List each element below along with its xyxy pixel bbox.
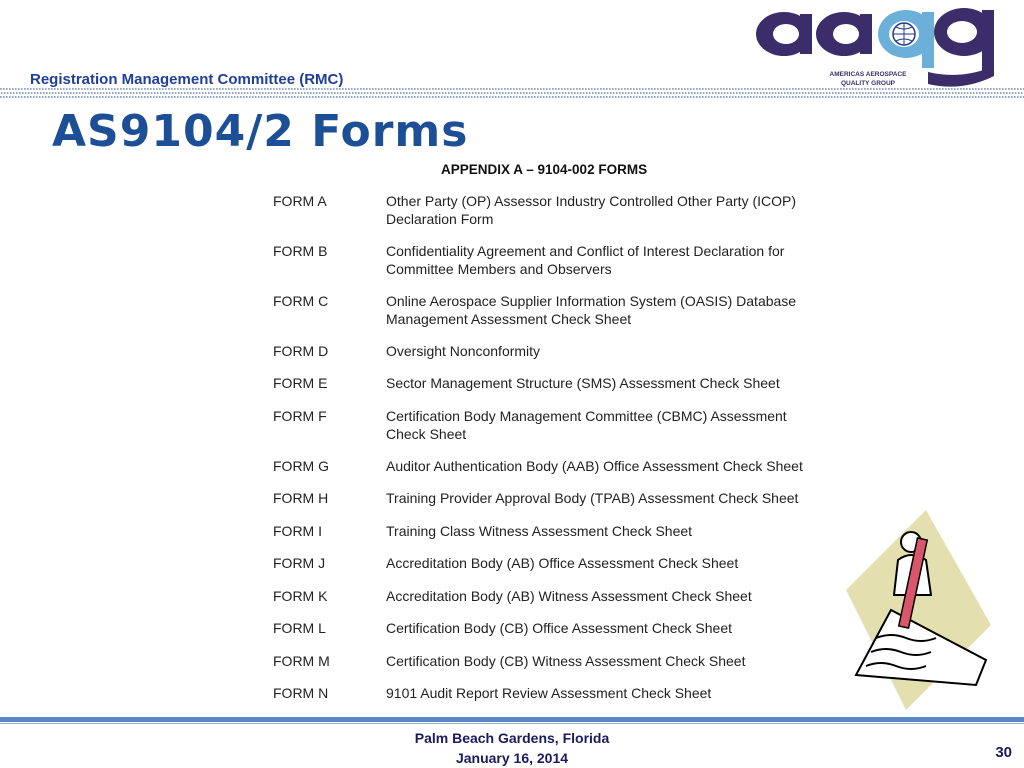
footer-info [0,728,1024,768]
form-code: FORM H [273,490,329,506]
form-description [386,619,846,637]
form-description-line: Declaration Form [386,211,494,227]
form-description-line: Training Class Witness Assessment Check Sheet [386,523,693,539]
form-description [386,489,846,507]
form-code: FORM C [273,293,329,309]
form-description-line: Committee Members and Observers [386,261,612,277]
form-description [386,407,846,443]
page-title: AS9104/2 Forms [52,106,469,157]
form-description [386,587,846,605]
form-code: FORM K [273,588,328,604]
form-code: FORM I [273,523,322,539]
logo-caption [818,70,918,88]
footer-bar [0,717,1024,722]
form-code: FORM M [273,653,330,669]
logo-caption-line1: AMERICAS AEROSPACE [829,71,907,78]
form-description-line: Online Aerospace Supplier Information System (OASIS) Database [386,293,797,309]
form-description-line: 9101 Audit Report Review Assessment Check Sheet [386,685,712,701]
form-code: FORM E [273,375,328,391]
form-description-line: Sector Management Structure (SMS) Assessment Check Sheet [386,375,780,391]
form-code: FORM F [273,408,327,424]
form-description-line: Accreditation Body (AB) Witness Assessment Check Sheet [386,588,752,604]
form-description-line: Certification Body (CB) Witness Assessment Check Sheet [386,653,746,669]
form-description-line: Management Assessment Check Sheet [386,311,632,327]
form-description-line: Training Provider Approval Body (TPAB) Assessment Check Sheet [386,490,799,506]
form-description [386,192,846,228]
form-code: FORM B [273,243,328,259]
form-description-line: Check Sheet [386,426,467,442]
form-description [386,684,846,702]
form-description [386,652,846,670]
committee-name: Registration Management Committee (RMC) [30,71,344,88]
form-description [386,342,846,360]
footer-bar-thin [0,723,1024,724]
form-description [386,374,846,392]
page-number: 30 [995,744,1012,761]
form-description-line: Confidentiality Agreement and Conflict of Interest Declaration for [386,243,785,259]
form-description [386,522,846,540]
form-description [386,554,846,572]
footer-date: January 16, 2014 [455,750,569,766]
form-description [386,242,846,278]
footer-location: Palm Beach Gardens, Florida [414,730,610,746]
form-code: FORM G [273,458,329,474]
form-code: FORM J [273,555,326,571]
form-code: FORM N [273,685,329,701]
writer-clipart [836,510,996,710]
form-description-line: Certification Body Management Committee (CBMC) Assessment [386,408,787,424]
form-description [386,292,846,328]
form-code: FORM D [273,343,329,359]
form-description-line: Other Party (OP) Assessor Industry Controlled Other Party (ICOP) [386,193,797,209]
appendix-heading: APPENDIX A – 9104-002 FORMS [441,162,648,177]
form-description-line: Oversight Nonconformity [386,343,541,359]
form-description-line: Accreditation Body (AB) Office Assessment Check Sheet [386,555,739,571]
form-code: FORM L [273,620,326,636]
form-description-line: Certification Body (CB) Office Assessment Check Sheet [386,620,732,636]
form-description-line: Auditor Authentication Body (AAB) Office Assessment Check Sheet [386,458,803,474]
form-code: FORM A [273,193,327,209]
logo-caption-line2: QUALITY GROUP [840,80,896,87]
form-description [386,457,846,475]
